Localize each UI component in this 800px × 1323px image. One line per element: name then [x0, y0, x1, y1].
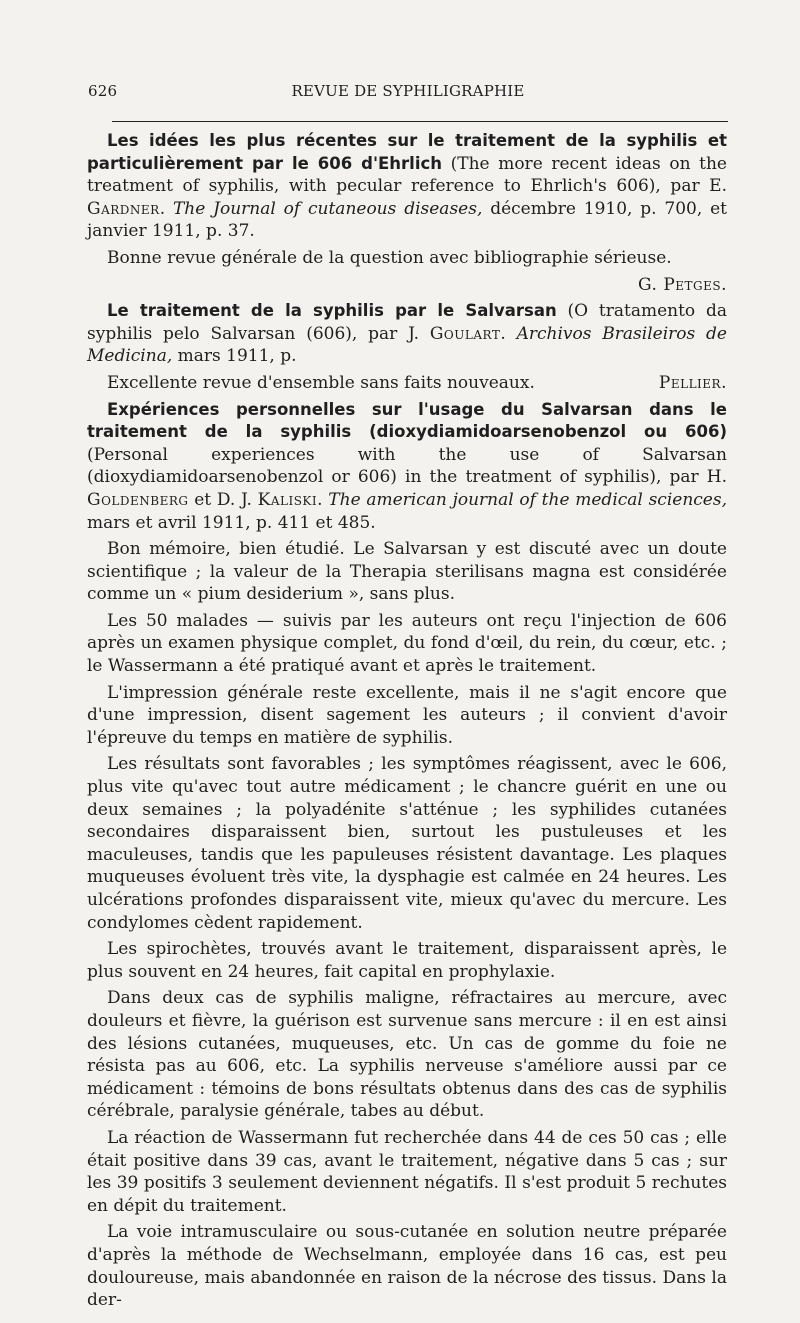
journal-name: The american journal of the medical sciences, [328, 489, 727, 510]
body-paragraph: Les spirochètes, trouvés avant le traitement, disparaissent après, le plus souvent en 24 heures, fait capital en prophylaxie. [87, 939, 727, 982]
reviewer-signature: G. Petges. [638, 274, 727, 295]
section-divider [112, 121, 728, 122]
entry-citation: Le traitement de la syphilis par le Salvarsan (O tratamento da syphilis pelo Salvarsan (606), par J. Goulart. Archivos Brasileiros de Medicina, mars 1911, p. [87, 301, 727, 367]
body-paragraph: La voie intramusculaire ou sous-cutanée en solution neutre préparée d'après la méthode de Wechselmann, employée dans 16 cas, est peu douloureuse, mais abandonnée en raison de la nécrose des tissus. Dans la der- [87, 1222, 727, 1311]
entry-citation: Les idées les plus récentes sur le traitement de la syphilis et particulièrement par le 606 d'Ehrlich (The more recent ideas on the treatment of syphilis, with pecular reference to Ehrlich's 606), par E. Gardner. The Journal of cutaneous diseases, décembre 1910, p. 700, et janvier 1911, p. 37. [87, 131, 727, 242]
body-paragraph: La réaction de Wassermann fut recherchée dans 44 de ces 50 cas ; elle était positive dans 39 cas, avant le traitement, négative dans 5 cas ; sur les 39 positifs 3 seulement deviennent négatifs. Il s'est produit 5 rechutes en dépit du traitement. [87, 1127, 727, 1216]
body-paragraph: Dans deux cas de syphilis maligne, réfractaires au mercure, avec douleurs et fièvre, la guérison est survenue sans mercure : il en est ainsi des lésions cutanées, muqueuses, etc. Un cas de gomme du foie ne résista pas au 606, etc. La syphilis nerveuse s'améliore aussi par ce médicament : témoins de bons résultats obtenus dans des cas de syphilis cérébrale, paralysie générale, tabes au début. [87, 988, 727, 1122]
journal-name: Archivos Brasileiros de Medicina, [87, 323, 727, 367]
article-body [87, 130, 727, 1316]
author-name: Gardner [87, 198, 160, 219]
author-name: Goldenberg [87, 489, 189, 510]
body-paragraph: L'impression générale reste excellente, mais il ne s'agit encore que d'une impression, disent sagement les auteurs ; il convient d'avoir l'épreuve du temps en matière de syphilis. [87, 682, 727, 748]
body-paragraph: Les résultats sont favorables ; les symptômes réagissent, avec le 606, plus vite qu'avec tout autre médicament ; le chancre guérit en une ou deux semaines ; la polyadénite s'atténue ; les syphilides cutanées secondaires disparaissent bien, surtout les pustuleuses et les maculeuses, tandis que les papuleuses résistent davantage. Les plaques muqueuses évoluent très vite, la dysphagie est calmée en 24 heures. Les ulcérations profondes disparaissent vite, mieux qu'avec du mercure. Les condylomes cèdent rapidement. [87, 754, 727, 933]
author-name: Kaliski [257, 489, 318, 510]
entry-title: Expériences personnelles sur l'usage du Salvarsan dans le traitement de la syphilis (dioxydiamidoarsenobenzol ou 606) [87, 399, 727, 442]
running-title: REVUE DE SYPHILIGRAPHIE [291, 82, 525, 100]
entry-title: Les idées les plus récentes sur le traitement de la syphilis et particulièrement par le 606 d'Ehrlich [87, 131, 727, 173]
entry-citation: Expériences personnelles sur l'usage du Salvarsan dans le traitement de la syphilis (dioxydiamidoarsenobenzol ou 606) (Personal experiences with the use of Salvarsan (dioxydiamidoarsenobenzol or 606) in the treatment of syphilis), par H. Goldenberg et D. J. Kaliski. The american journal of the medical sciences, mars et avril 1911, p. 411 et 485. [87, 399, 727, 533]
author-name: Goulart [429, 323, 501, 344]
body-paragraph: Les 50 malades — suivis par les auteurs ont reçu l'injection de 606 après un examen physique complet, du fond d'œil, du rein, du cœur, etc. ; le Wassermann a été pratiqué avant et après le traitement. [87, 610, 727, 677]
body-paragraph: Bon mémoire, bien étudié. Le Salvarsan y est discuté avec un doute scientifique ; la valeur de la Therapia sterilisans magna est considérée comme un « pium desiderium », sans plus. [87, 539, 727, 605]
entry-title: Le traitement de la syphilis par le Salvarsan [107, 301, 557, 321]
journal-name: The Journal of cutaneous diseases, [172, 198, 483, 219]
entry-review: Excellente revue d'ensemble sans faits nouveaux. Pellier. [107, 372, 727, 393]
entry-review: Bonne revue générale de la question avec bibliographie sérieuse. [107, 247, 672, 268]
page-number: 626 [88, 82, 118, 100]
reviewer-signature: Pellier. [658, 372, 727, 393]
page-header [88, 82, 728, 106]
